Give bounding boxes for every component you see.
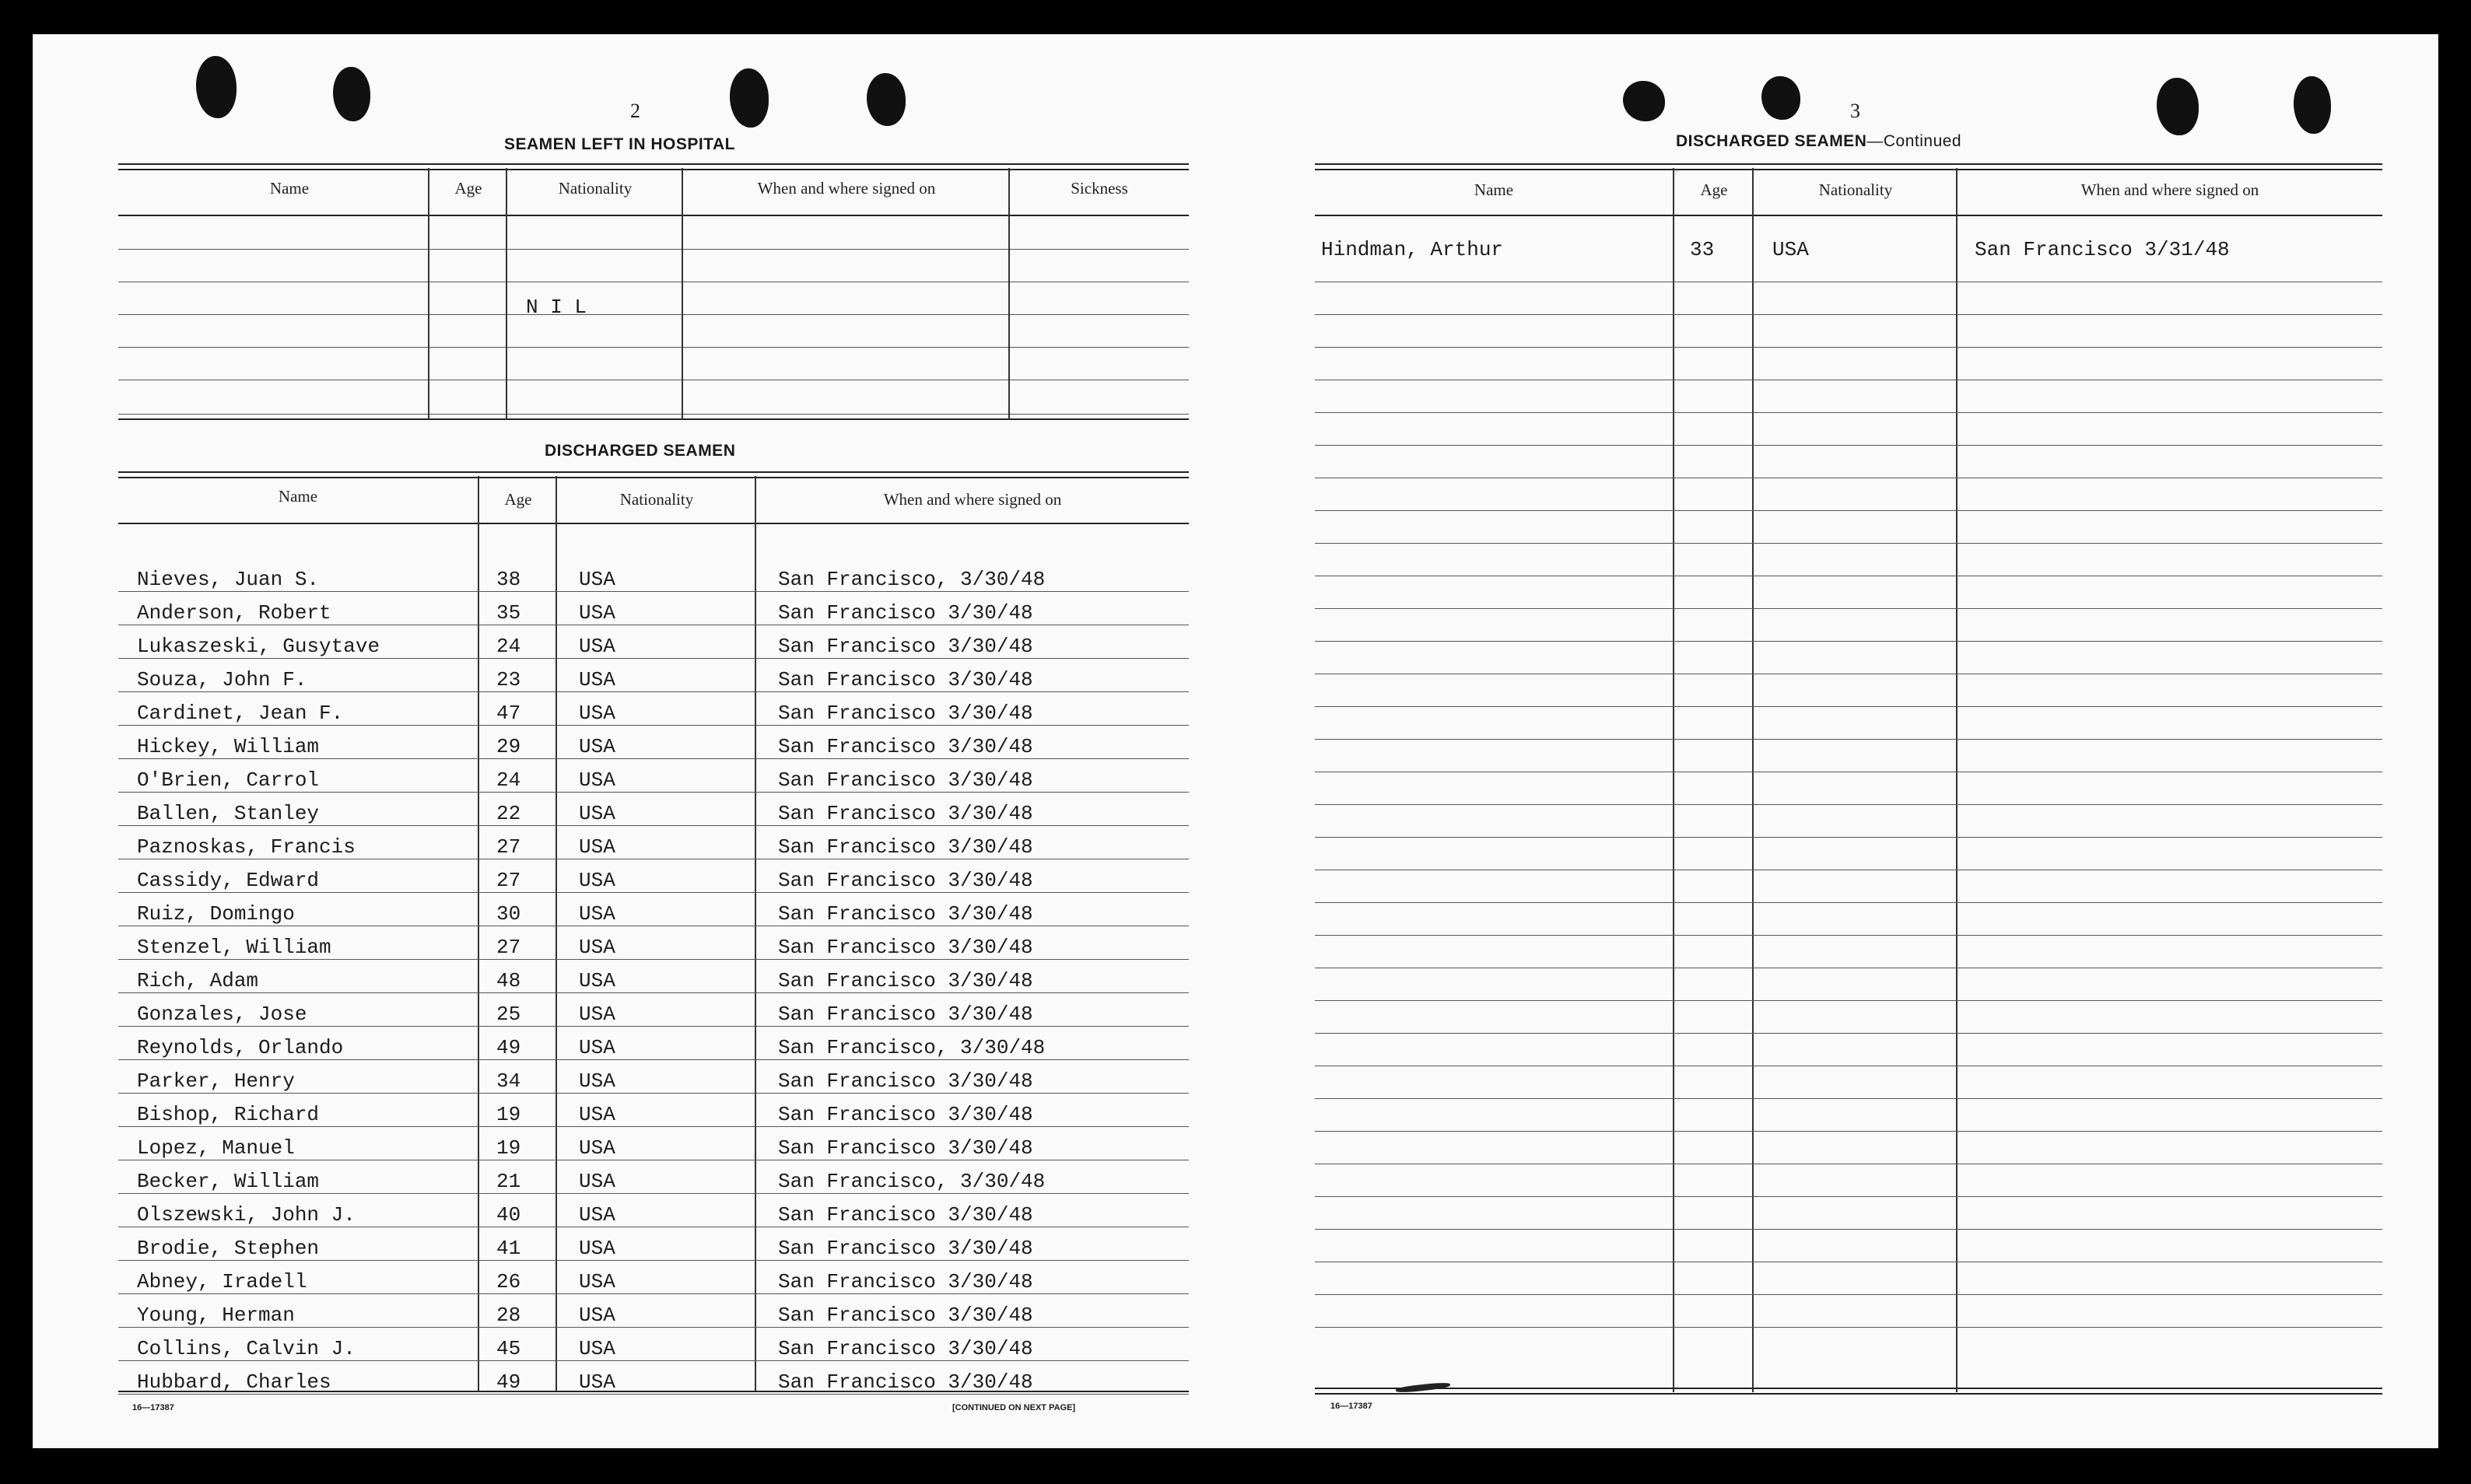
seaman-age: 30: [496, 902, 521, 926]
column-header-signed-on: When and where signed on: [2080, 180, 2259, 199]
seaman-nationality: USA: [579, 768, 615, 792]
form-number: 16—17387: [132, 1403, 174, 1412]
table-row-rule: [1315, 935, 2382, 936]
seaman-nationality: USA: [579, 735, 615, 758]
seaman-nationality: USA: [579, 635, 615, 658]
seaman-nationality: USA: [579, 568, 615, 591]
table-row-rule: [118, 1260, 1189, 1261]
table-row-rule: [118, 725, 1189, 726]
header-rule: [118, 523, 1189, 524]
table-row-rule: [118, 1293, 1189, 1294]
seaman-signed-on: San Francisco 3/30/48: [778, 1270, 1033, 1293]
seaman-name: Gonzales, Jose: [137, 1003, 307, 1026]
seaman-age: 24: [496, 635, 521, 658]
column-divider: [755, 476, 756, 1391]
table-row-rule: [1315, 1229, 2382, 1230]
seaman-signed-on: San Francisco 3/30/48: [778, 902, 1033, 926]
table-row-rule: [118, 658, 1189, 659]
table-row-rule: [118, 1126, 1189, 1127]
column-divider: [1673, 168, 1674, 1392]
table-row-rule: [118, 959, 1189, 960]
seaman-signed-on: San Francisco 3/30/48: [778, 1069, 1033, 1093]
seaman-age: 33: [1690, 238, 1715, 261]
table-row-rule: [118, 691, 1189, 692]
seaman-name: Olszewski, John J.: [137, 1203, 356, 1227]
table-row-rule: [1315, 1294, 2382, 1295]
punch-hole: [1623, 81, 1665, 121]
table-row-rule: [1315, 347, 2382, 348]
seaman-age: 22: [496, 802, 521, 825]
seaman-age: 27: [496, 869, 521, 892]
seaman-signed-on: San Francisco 3/30/48: [778, 1370, 1033, 1394]
seaman-name: Hubbard, Charles: [137, 1370, 331, 1394]
seaman-age: 25: [496, 1003, 521, 1026]
seaman-name: Stenzel, William: [137, 936, 331, 959]
table-row-rule: [1315, 510, 2382, 511]
discharged-continued-title: [1676, 132, 1961, 151]
document-sheet: [33, 34, 2438, 1448]
column-header-age: Age: [454, 179, 482, 198]
seaman-nationality: USA: [579, 969, 615, 992]
seaman-nationality: USA: [1772, 238, 1809, 261]
column-header-nationality: Nationality: [558, 179, 633, 198]
seaman-age: 19: [496, 1103, 521, 1126]
seaman-nationality: USA: [579, 1170, 615, 1193]
table-row-rule: [1315, 804, 2382, 805]
seaman-age: 45: [496, 1337, 521, 1360]
hospital-entry: N I L: [526, 296, 587, 319]
seaman-name: Young, Herman: [137, 1304, 295, 1327]
table-row-rule: [1315, 1000, 2382, 1001]
seaman-age: 29: [496, 735, 521, 758]
table-row-rule: [118, 1327, 1189, 1328]
seaman-age: 27: [496, 835, 521, 859]
column-divider: [1956, 168, 1958, 1392]
table-row-rule: [1315, 641, 2382, 642]
column-header-age: Age: [1700, 180, 1728, 199]
seaman-age: 49: [496, 1370, 521, 1394]
punch-hole: [2294, 76, 2331, 134]
column-header-name: Name: [278, 487, 318, 506]
seaman-signed-on: San Francisco 3/30/48: [778, 735, 1033, 758]
seaman-nationality: USA: [579, 601, 615, 625]
seaman-age: 28: [496, 1304, 521, 1327]
seaman-age: 38: [496, 568, 521, 591]
column-divider: [428, 168, 429, 420]
table-bottom-rule: [1315, 1388, 2382, 1395]
table-row-rule: [118, 591, 1189, 592]
table-row-rule: [118, 1059, 1189, 1060]
seaman-name: Ballen, Stanley: [137, 802, 320, 825]
column-header-nationality: Nationality: [619, 490, 694, 509]
seaman-nationality: USA: [579, 1036, 615, 1059]
seaman-age: 47: [496, 702, 521, 725]
seaman-name: Cardinet, Jean F.: [137, 702, 344, 725]
seaman-signed-on: San Francisco, 3/30/48: [778, 1170, 1046, 1193]
seaman-nationality: USA: [579, 1003, 615, 1026]
seaman-signed-on: San Francisco 3/30/48: [778, 635, 1033, 658]
column-header-age: Age: [504, 490, 532, 509]
divider: [118, 163, 1189, 170]
seaman-age: 24: [496, 768, 521, 792]
hospital-section-title: SEAMEN LEFT IN HOSPITAL: [504, 135, 735, 153]
table-rule: [118, 249, 1189, 250]
table-row-rule: [118, 758, 1189, 759]
seaman-name: Parker, Henry: [137, 1069, 295, 1093]
column-divider: [506, 168, 507, 420]
seaman-signed-on: San Francisco 3/30/48: [778, 1003, 1033, 1026]
seaman-signed-on: San Francisco 3/30/48: [778, 969, 1033, 992]
divider: [1315, 163, 2382, 170]
page-number: 3: [1850, 100, 1860, 122]
seaman-name: Hickey, William: [137, 735, 320, 758]
seaman-signed-on: San Francisco 3/30/48: [778, 936, 1033, 959]
seaman-signed-on: San Francisco, 3/30/48: [778, 568, 1046, 591]
seaman-nationality: USA: [579, 1103, 615, 1126]
seaman-nationality: USA: [579, 802, 615, 825]
seaman-age: 34: [496, 1069, 521, 1093]
seaman-name: Collins, Calvin J.: [137, 1337, 356, 1360]
table-row-rule: [1315, 412, 2382, 413]
seaman-name: Abney, Iradell: [137, 1270, 307, 1293]
seaman-age: 40: [496, 1203, 521, 1227]
seaman-name: Paznoskas, Francis: [137, 835, 356, 859]
punch-hole: [1761, 76, 1800, 120]
table-bottom-rule: [118, 418, 1189, 420]
seaman-age: 35: [496, 601, 521, 625]
seaman-name: Souza, John F.: [137, 668, 307, 691]
table-row-rule: [1315, 1131, 2382, 1132]
seaman-signed-on: San Francisco 3/30/48: [778, 1136, 1033, 1160]
table-row-rule: [118, 1394, 1189, 1395]
seaman-nationality: USA: [579, 1203, 615, 1227]
header-rule: [118, 215, 1189, 216]
seaman-name: Anderson, Robert: [137, 601, 331, 625]
table-rule: [118, 347, 1189, 348]
seaman-name: Rich, Adam: [137, 969, 259, 992]
seaman-name: Cassidy, Edward: [137, 869, 320, 892]
seaman-signed-on: San Francisco 3/30/48: [778, 768, 1033, 792]
seaman-name: Lukaszeski, Gusytave: [137, 635, 380, 658]
column-divider: [556, 476, 557, 1391]
table-row-rule: [118, 992, 1189, 993]
divider: [118, 471, 1189, 478]
table-row-rule: [1315, 1033, 2382, 1034]
seaman-nationality: USA: [579, 902, 615, 926]
column-header-signed-on: When and where signed on: [883, 490, 1062, 509]
seaman-signed-on: San Francisco 3/30/48: [778, 1103, 1033, 1126]
column-header-nationality: Nationality: [1818, 180, 1893, 199]
punch-hole: [867, 73, 906, 126]
seaman-signed-on: San Francisco 3/30/48: [778, 1237, 1033, 1260]
seaman-age: 49: [496, 1036, 521, 1059]
column-header-name: Name: [269, 179, 310, 198]
seaman-age: 19: [496, 1136, 521, 1160]
seaman-nationality: USA: [579, 1337, 615, 1360]
table-row-rule: [118, 1193, 1189, 1194]
seaman-name: Nieves, Juan S.: [137, 568, 320, 591]
seaman-signed-on: San Francisco 3/30/48: [778, 702, 1033, 725]
seaman-name: Reynolds, Orlando: [137, 1036, 344, 1059]
seaman-signed-on: San Francisco, 3/30/48: [778, 1036, 1046, 1059]
header-rule: [1315, 215, 2382, 216]
seaman-name: Brodie, Stephen: [137, 1237, 320, 1260]
seaman-nationality: USA: [579, 668, 615, 691]
seaman-nationality: USA: [579, 702, 615, 725]
form-number: 16—17387: [1330, 1402, 1372, 1411]
column-divider: [1752, 168, 1754, 1392]
seaman-age: 26: [496, 1270, 521, 1293]
table-row-rule: [1315, 1196, 2382, 1197]
punch-hole: [333, 67, 370, 121]
seaman-name: O'Brien, Carrol: [137, 768, 320, 792]
column-divider: [478, 476, 479, 1391]
column-header-sickness: Sickness: [1071, 179, 1128, 198]
seaman-nationality: USA: [579, 1270, 615, 1293]
seaman-signed-on: San Francisco 3/30/48: [778, 1304, 1033, 1327]
page-number: 2: [630, 100, 640, 122]
table-row-rule: [1315, 314, 2382, 315]
seaman-signed-on: San Francisco 3/30/48: [778, 802, 1033, 825]
seaman-age: 41: [496, 1237, 521, 1260]
table-row-rule: [118, 892, 1189, 893]
table-row-rule: [118, 1026, 1189, 1027]
continued-note: [CONTINUED ON NEXT PAGE]: [952, 1403, 1076, 1412]
table-row-rule: [1315, 902, 2382, 903]
table-row-rule: [118, 825, 1189, 826]
table-row-rule: [1315, 445, 2382, 446]
table-row-rule: [1315, 543, 2382, 544]
seaman-signed-on: San Francisco 3/30/48: [778, 869, 1033, 892]
title-suffix: —Continued: [1866, 132, 1962, 150]
seaman-signed-on: San Francisco 3/30/48: [778, 1203, 1033, 1227]
seaman-name: Lopez, Manuel: [137, 1136, 295, 1160]
seaman-nationality: USA: [579, 869, 615, 892]
table-row-rule: [1315, 706, 2382, 707]
seaman-age: 21: [496, 1170, 521, 1193]
seaman-name: Becker, William: [137, 1170, 320, 1193]
table-rule: [118, 414, 1189, 415]
column-divider: [1008, 168, 1010, 420]
seaman-signed-on: San Francisco 3/31/48: [1975, 238, 2230, 261]
seaman-nationality: USA: [579, 936, 615, 959]
table-row-rule: [1315, 1327, 2382, 1328]
seaman-nationality: USA: [579, 1304, 615, 1327]
seaman-signed-on: San Francisco 3/30/48: [778, 1337, 1033, 1360]
column-header-name: Name: [1474, 180, 1514, 199]
seaman-age: 48: [496, 969, 521, 992]
seaman-signed-on: San Francisco 3/30/48: [778, 668, 1033, 691]
punch-hole: [730, 68, 769, 128]
seaman-nationality: USA: [579, 1136, 615, 1160]
seaman-nationality: USA: [579, 1237, 615, 1260]
table-row-rule: [118, 792, 1189, 793]
seaman-signed-on: San Francisco 3/30/48: [778, 601, 1033, 625]
table-row-rule: [1315, 837, 2382, 838]
discharged-section-title: DISCHARGED SEAMEN: [545, 442, 736, 460]
seaman-nationality: USA: [579, 1069, 615, 1093]
table-row-rule: [118, 1360, 1189, 1361]
table-row-rule: [1315, 608, 2382, 609]
seaman-name: Bishop, Richard: [137, 1103, 320, 1126]
title-text: DISCHARGED SEAMEN: [1676, 132, 1867, 150]
column-divider: [682, 168, 683, 420]
seaman-age: 23: [496, 668, 521, 691]
seaman-nationality: USA: [579, 835, 615, 859]
table-rule: [118, 314, 1189, 315]
table-row-rule: [1315, 1098, 2382, 1099]
column-header-signed-on: When and where signed on: [757, 179, 936, 198]
seaman-nationality: USA: [579, 1370, 615, 1394]
table-bottom-rule: [118, 1391, 1189, 1392]
punch-hole: [196, 56, 237, 118]
table-row-rule: [1315, 739, 2382, 740]
punch-hole: [2157, 78, 2199, 135]
table-row-rule: [118, 1093, 1189, 1094]
seaman-age: 27: [496, 936, 521, 959]
seaman-name: Ruiz, Domingo: [137, 902, 295, 926]
seaman-name: Hindman, Arthur: [1321, 238, 1504, 261]
seaman-signed-on: San Francisco 3/30/48: [778, 835, 1033, 859]
